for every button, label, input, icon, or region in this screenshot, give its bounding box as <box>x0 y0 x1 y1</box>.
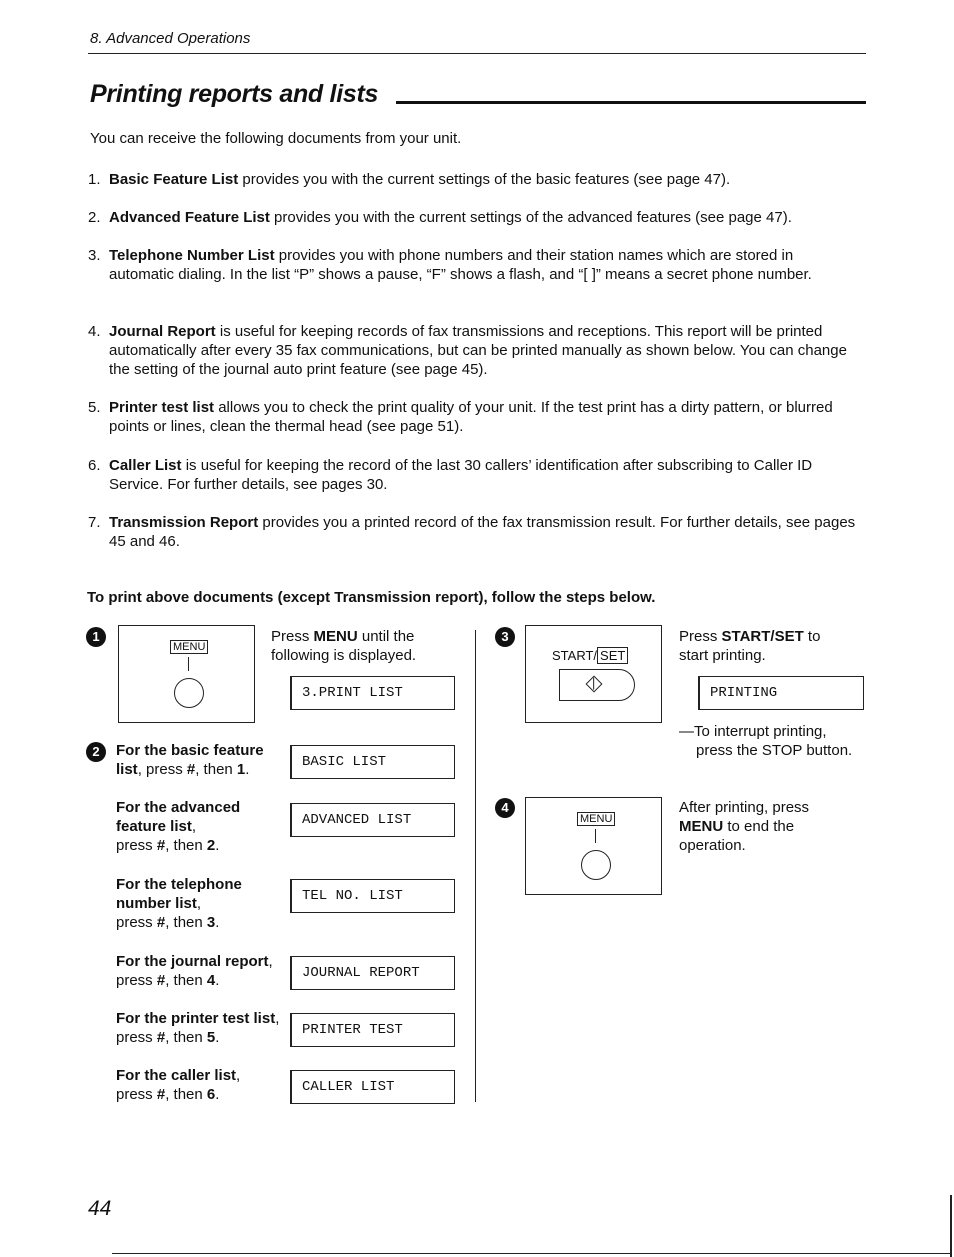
hash-key: # <box>156 972 166 989</box>
set-label-text: SET <box>597 647 628 664</box>
option-end: . <box>245 761 250 778</box>
option-title: For the advanced feature list <box>116 799 241 835</box>
key-connector <box>595 829 596 843</box>
list-item <box>88 513 858 551</box>
page-edge <box>950 1195 952 1257</box>
steps-heading: To print above documents (except Transmission report), follow the steps below. <box>87 589 656 606</box>
option-then: , then <box>165 1086 207 1103</box>
digit-key: 5 <box>206 1029 216 1046</box>
option-title: For the caller list <box>116 1067 237 1084</box>
option-title: For the printer test list <box>116 1010 276 1027</box>
display-printer-test: PRINTER TEST <box>290 1013 455 1047</box>
option-then: , then <box>165 837 207 854</box>
option-press: press <box>116 914 157 931</box>
list-item-title: Transmission Report <box>109 514 259 531</box>
list-item-text: provides you with the current settings of the basic features (see page 47). <box>238 171 731 188</box>
option-then: , then <box>195 761 237 778</box>
column-divider <box>475 630 476 1102</box>
option-title: For the journal report <box>116 953 269 970</box>
option-caller-list <box>116 1066 286 1104</box>
list-item-number: 6. <box>88 457 101 474</box>
list-item-number: 4. <box>88 323 101 340</box>
list-item-text: provides you with phone numbers and their station names which are stored in automatic dialing. In the list “P” shows a pause, “F” shows a flash, and “[ ]” means a secret phone number. <box>109 247 812 283</box>
option-title: For the basic feature list <box>116 742 264 778</box>
step-4-desc-lead: After printing, press <box>679 799 810 816</box>
display-print-list: 3.PRINT LIST <box>290 676 455 710</box>
step-3-desc-lead: Press <box>679 628 722 645</box>
list-item-text: provides you with the current settings of the advanced features (see page 47). <box>269 209 792 226</box>
option-text: , press <box>137 761 187 778</box>
menu-key-panel-end <box>525 797 662 895</box>
option-press: press <box>116 972 157 989</box>
display-basic-list: BASIC LIST <box>290 745 455 779</box>
list-item-text: allows you to check the print quality of your unit. If the test print has a dirty pattern, or blurred points or lines, clean the thermal head (see page 51). <box>109 399 833 435</box>
menu-button-icon[interactable] <box>174 678 204 708</box>
step-1-marker: 1 <box>86 627 106 647</box>
display-tel-list: TEL NO. LIST <box>290 879 455 913</box>
option-text: , press <box>116 1010 280 1046</box>
start-set-button-icon[interactable] <box>559 669 635 701</box>
start-diamond-icon <box>586 676 603 693</box>
option-printer-test <box>116 1009 286 1047</box>
list-item-number: 3. <box>88 247 101 264</box>
list-item-title: Journal Report <box>109 323 216 340</box>
display-journal-report: JOURNAL REPORT <box>290 956 455 990</box>
list-item-title: Telephone Number List <box>109 247 275 264</box>
option-end: . <box>215 1029 220 1046</box>
option-then: , then <box>165 914 207 931</box>
list-item-text: provides you a printed record of the fax transmission result. For further details, see pages 45 and 46. <box>109 514 856 550</box>
title-rule <box>396 101 866 104</box>
list-item-text: is useful for keeping the record of the last 30 callers’ identification after subscribing to Caller ID Service. For further details, see pages 30. <box>109 457 813 493</box>
option-advanced-list <box>116 798 286 855</box>
option-title: For the telephone number list <box>116 876 242 912</box>
step-4-description <box>679 798 849 855</box>
display-caller-list: CALLER LIST <box>290 1070 455 1104</box>
option-text: , <box>236 1067 241 1084</box>
menu-key-panel <box>118 625 255 723</box>
list-item-title: Caller List <box>109 457 182 474</box>
display-advanced-list: ADVANCED LIST <box>290 803 455 837</box>
list-item-number: 1. <box>88 171 101 188</box>
step-1-desc-lead: Press <box>271 628 314 645</box>
start-set-key-panel <box>525 625 662 723</box>
menu-key-label: MENU <box>577 812 615 826</box>
list-item-number: 7. <box>88 514 101 531</box>
page-number: 44 <box>88 1197 112 1220</box>
option-press: press <box>116 1086 157 1103</box>
list-item <box>88 246 858 284</box>
digit-key: 2 <box>206 837 216 854</box>
step-2-marker: 2 <box>86 742 106 762</box>
list-item <box>88 398 858 436</box>
header-rule <box>88 53 866 54</box>
start-label-text: START/ <box>552 648 598 663</box>
option-telephone-list <box>116 875 286 932</box>
display-printing: PRINTING <box>698 676 864 710</box>
hash-key: # <box>186 761 196 778</box>
step-1-desc-rest: until the following is displayed. <box>271 628 417 664</box>
step-3-note: —To interrupt printing, press the STOP button. <box>679 723 853 759</box>
list-item-title: Printer test list <box>109 399 215 416</box>
option-end: . <box>215 1086 220 1103</box>
list-item <box>88 208 858 227</box>
list-item <box>88 170 858 189</box>
step-1-desc-key: MENU <box>313 628 358 645</box>
digit-key: 6 <box>206 1086 216 1103</box>
option-text: , <box>191 818 197 835</box>
option-text: , <box>196 895 202 912</box>
hash-key: # <box>156 1086 166 1103</box>
step-1-description <box>271 627 451 665</box>
step-3-desc-rest: to start printing. <box>679 628 821 664</box>
step-4-desc-rest: to end the operation. <box>679 818 795 854</box>
list-item-number: 5. <box>88 399 101 416</box>
intro-text: You can receive the following documents from your unit. <box>90 130 462 147</box>
running-header: 8. Advanced Operations <box>90 30 251 47</box>
hash-key: # <box>156 914 166 931</box>
step-4-marker: 4 <box>495 798 515 818</box>
menu-button-icon[interactable] <box>581 850 611 880</box>
start-set-key-label <box>552 648 628 663</box>
option-then: , then <box>165 972 207 989</box>
digit-key: 4 <box>206 972 216 989</box>
option-press: press <box>116 837 157 854</box>
section-title: Printing reports and lists <box>90 80 379 108</box>
list-item-number: 2. <box>88 209 101 226</box>
digit-key: 1 <box>236 761 246 778</box>
key-connector <box>188 657 189 671</box>
option-end: . <box>215 972 220 989</box>
step-3-description <box>679 627 849 665</box>
list-item-title: Basic Feature List <box>109 171 239 188</box>
list-item-text: is useful for keeping records of fax transmissions and receptions. This report will be printed automatically after every 35 fax communications, but can be printed manually as shown below. You can change the setting of the journal auto print feature (see page 45). <box>109 323 847 378</box>
list-item <box>88 322 858 379</box>
option-then: , then <box>165 1029 207 1046</box>
step-3-desc-key: START/SET <box>721 628 804 645</box>
option-basic-list <box>116 741 286 779</box>
menu-key-label: MENU <box>170 640 208 654</box>
option-text: , <box>268 953 273 970</box>
step-4-desc-key: MENU <box>679 818 724 835</box>
option-end: . <box>215 837 220 854</box>
list-item <box>88 456 858 494</box>
option-end: . <box>215 914 220 931</box>
option-journal-report <box>116 952 291 990</box>
footer-rule <box>112 1253 950 1254</box>
step-3-marker: 3 <box>495 627 515 647</box>
list-item-title: Advanced Feature List <box>109 209 270 226</box>
hash-key: # <box>156 1029 166 1046</box>
hash-key: # <box>156 837 166 854</box>
digit-key: 3 <box>206 914 216 931</box>
